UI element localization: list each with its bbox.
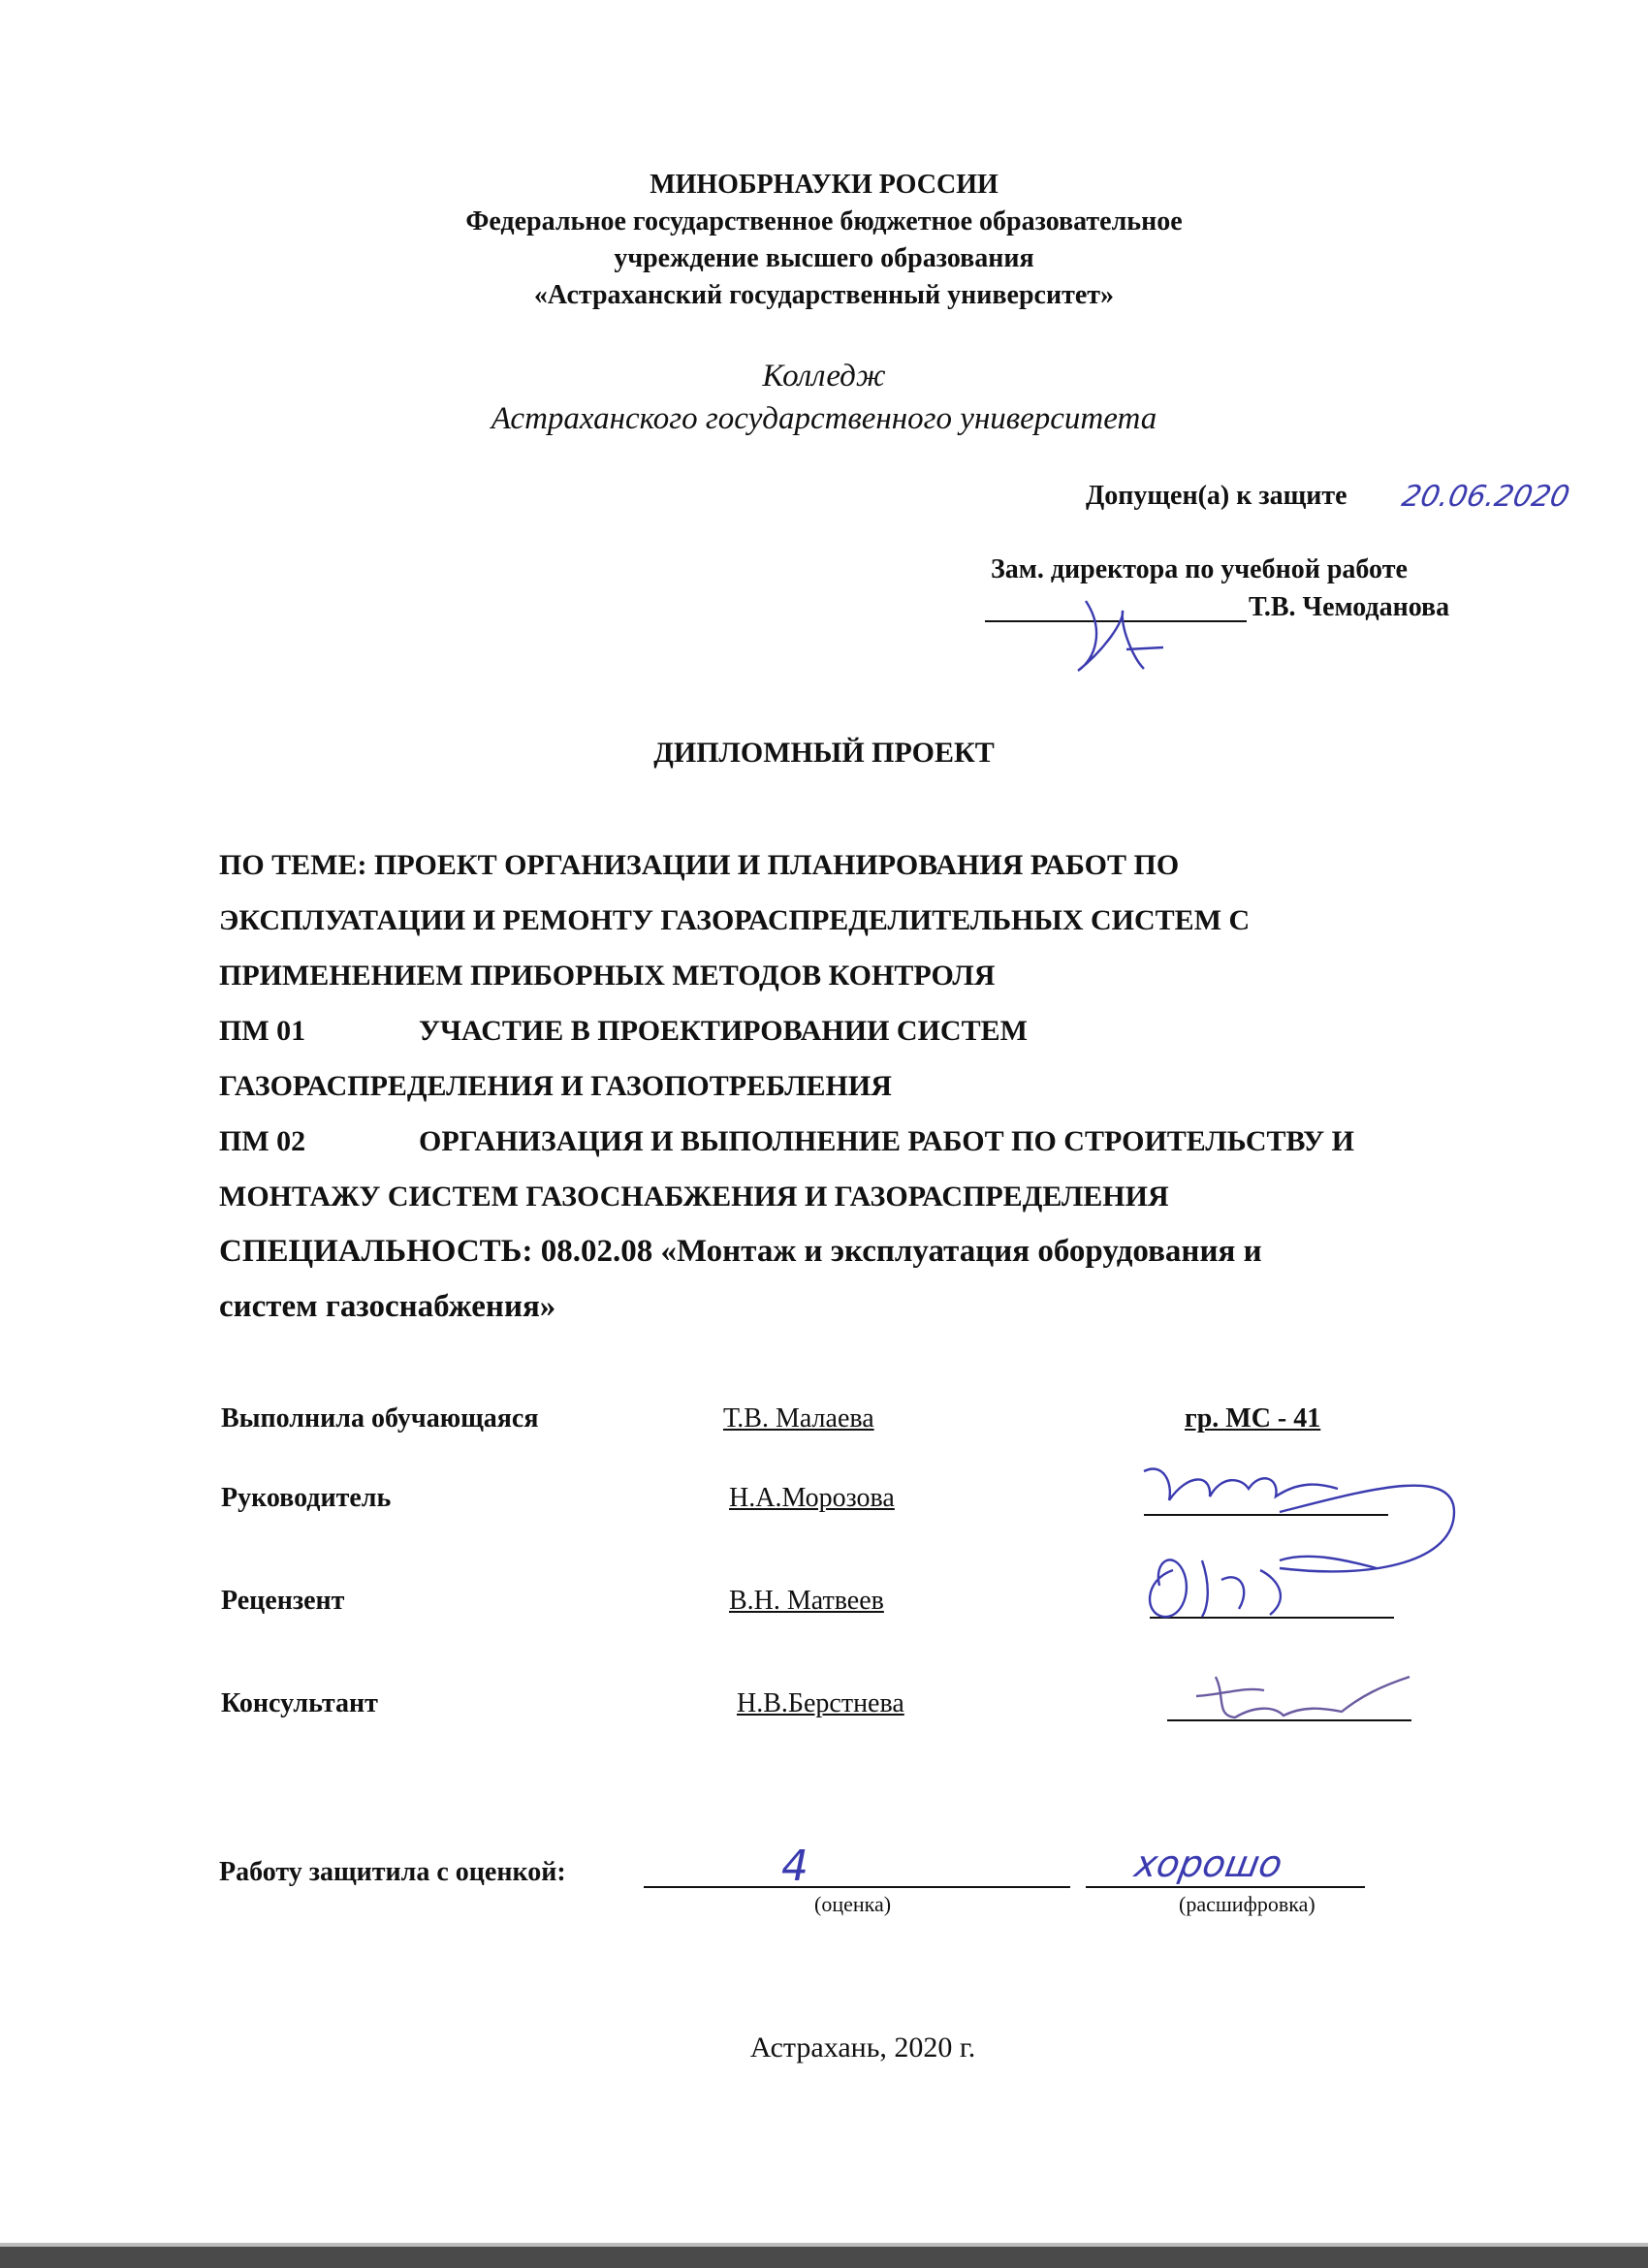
document-title: ДИПЛОМНЫЙ ПРОЕКТ xyxy=(653,737,995,769)
role-label: Выполнила обучающаяся xyxy=(221,1403,539,1433)
city-year: Астрахань, 2020 г. xyxy=(749,2032,976,2063)
institution-line: Федеральное государственное бюджетное образовательное xyxy=(465,206,1183,236)
consultant-signature xyxy=(1187,1667,1419,1740)
person-name: Н.В.Берстнева xyxy=(737,1688,904,1718)
college-line: Астраханского государственного университета xyxy=(491,401,1157,436)
module-2 xyxy=(219,1114,1354,1169)
grade-label: Работу защитила с оценкой: xyxy=(219,1857,566,1887)
module-code: ПМ 01 xyxy=(219,1015,306,1047)
ministry-line: МИНОБРНАУКИ РОССИИ xyxy=(650,170,998,200)
grade-words-caption: (расшифровка) xyxy=(1179,1892,1315,1916)
reviewer-signature xyxy=(1134,1541,1386,1643)
grade-caption: (оценка) xyxy=(814,1892,892,1916)
topic-line: ПРИМЕНЕНИЕМ ПРИБОРНЫХ МЕТОДОВ КОНТРОЛЯ xyxy=(219,960,996,992)
module-code: ПМ 02 xyxy=(219,1125,306,1157)
admitted-date-handwritten xyxy=(1399,473,1582,520)
topic-line: ПО ТЕМЕ: ПРОЕКТ ОРГАНИЗАЦИИ И ПЛАНИРОВАНИЯ РАБОТ ПО xyxy=(219,849,1180,881)
module-title: ОРГАНИЗАЦИЯ И ВЫПОЛНЕНИЕ РАБОТ ПО СТРОИТЕЛЬСТВУ И xyxy=(419,1125,1354,1157)
module-title-cont: МОНТАЖУ СИСТЕМ ГАЗОСНАБЖЕНИЯ И ГАЗОРАСПРЕДЕЛЕНИЯ xyxy=(219,1181,1169,1213)
person-name: Н.А.Морозова xyxy=(729,1483,895,1513)
group-label: гр. МС - 41 xyxy=(1185,1403,1321,1433)
director-name: Т.В. Чемоданова xyxy=(1249,592,1450,622)
topic-line: ЭКСПЛУАТАЦИИ И РЕМОНТУ ГАЗОРАСПРЕДЕЛИТЕЛЬНЫХ СИСТЕМ С xyxy=(219,904,1251,936)
role-label: Руководитель xyxy=(221,1483,392,1513)
university-name: «Астраханский государственный университет» xyxy=(533,280,1115,310)
grade-line xyxy=(644,1886,1070,1888)
specialty-line: СПЕЦИАЛЬНОСТЬ: 08.02.08 «Монтаж и эксплуатация оборудования и xyxy=(219,1234,1262,1269)
module-title: УЧАСТИЕ В ПРОЕКТИРОВАНИИ СИСТЕМ xyxy=(419,1015,1028,1047)
college-block xyxy=(0,355,1648,440)
director-signature xyxy=(1066,591,1173,683)
role-label: Консультант xyxy=(221,1688,378,1718)
grade-value-handwritten xyxy=(776,1836,834,1899)
role-label: Рецензент xyxy=(221,1586,345,1616)
position-label: Зам. директора по учебной работе xyxy=(991,554,1408,584)
person-name: В.Н. Матвеев xyxy=(729,1586,884,1616)
module-1 xyxy=(219,1003,1354,1058)
grade-words-handwritten xyxy=(1131,1838,1334,1897)
svg-text:20.06.2020: 20.06.2020 xyxy=(1399,480,1573,514)
person-name: Т.В. Малаева xyxy=(723,1403,874,1433)
svg-text:4: 4 xyxy=(781,1842,808,1891)
college-line: Колледж xyxy=(762,359,886,394)
module-title-cont: ГАЗОРАСПРЕДЕЛЕНИЯ И ГАЗОПОТРЕБЛЕНИЯ xyxy=(219,1070,892,1102)
topic-block xyxy=(219,837,1354,1335)
scan-edge xyxy=(0,2247,1648,2268)
specialty-line: систем газоснабжения» xyxy=(219,1289,556,1324)
ministry-header xyxy=(0,167,1648,314)
institution-line: учреждение высшего образования xyxy=(614,243,1034,273)
svg-text:хорошо: хорошо xyxy=(1131,1843,1286,1886)
admitted-label: Допущен(а) к защите xyxy=(1086,481,1347,511)
